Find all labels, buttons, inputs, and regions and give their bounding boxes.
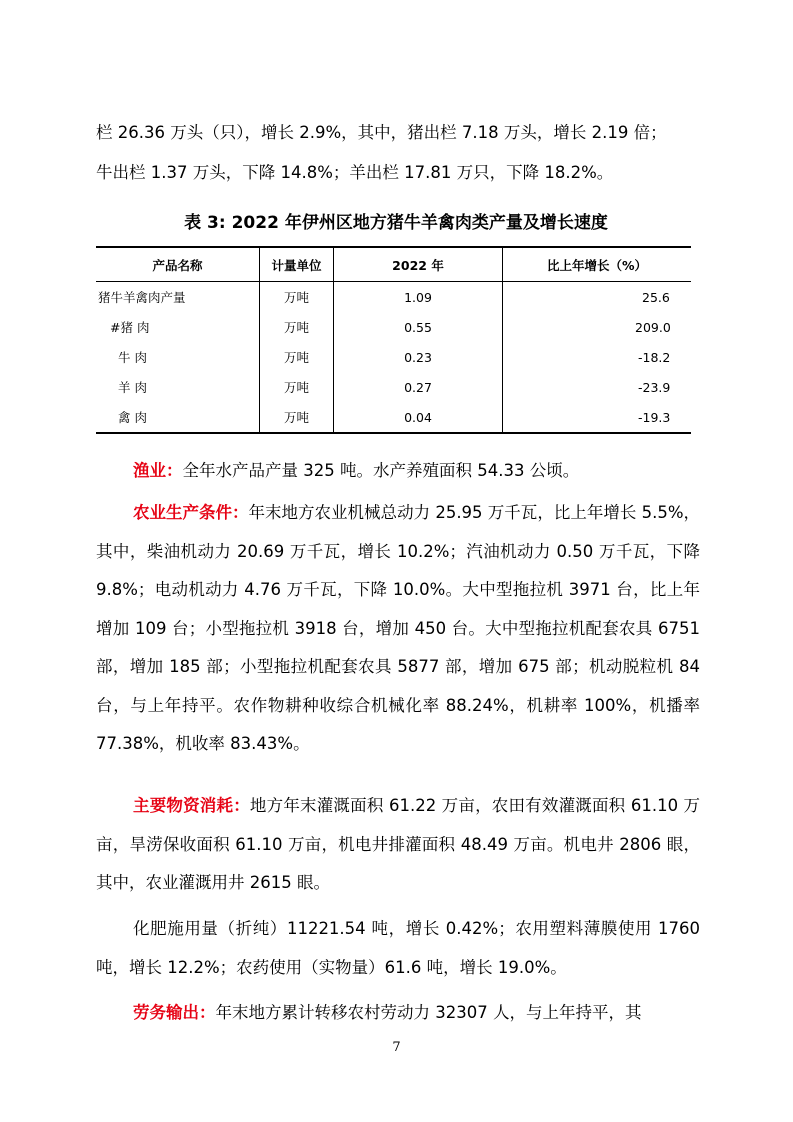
table-row xyxy=(96,372,691,402)
row-name: 禽 肉 xyxy=(96,402,260,433)
row-name: 猪牛羊禽肉产量 xyxy=(98,290,186,305)
row-name: #猪 肉 xyxy=(110,320,150,335)
row-value: 0.27 xyxy=(334,372,503,402)
row-unit: 万吨 xyxy=(260,312,334,342)
row-name: 羊 肉 xyxy=(118,380,147,395)
row-growth: 209.0 xyxy=(503,312,692,342)
row-growth: -23.9 xyxy=(503,372,692,402)
conditions-paragraph xyxy=(96,494,700,764)
row-unit: 万吨 xyxy=(260,342,334,372)
row-value: 1.09 xyxy=(334,282,503,313)
intro-line-2: 牛出栏 1.37 万头，下降 14.8%；羊出栏 17.81 万只，下降 18.2%。 xyxy=(96,163,614,182)
row-unit: 万吨 xyxy=(260,402,334,433)
header-growth: 比上年增长（%） xyxy=(503,247,692,282)
row-value: 0.55 xyxy=(334,312,503,342)
meat-production-table xyxy=(96,246,691,434)
row-growth: -19.3 xyxy=(503,402,692,433)
table-title: 表 3: 2022 年伊州区地方猪牛羊禽肉类产量及增长速度 xyxy=(184,213,608,233)
labor-text: 年末地方累计转移农村劳动力 32307 人，与上年持平，其 xyxy=(215,1003,642,1022)
table-row xyxy=(96,312,691,342)
table-header-row xyxy=(96,247,691,282)
page-number: 7 xyxy=(392,1040,401,1055)
labor-paragraph xyxy=(96,994,700,1033)
row-growth: -18.2 xyxy=(503,342,692,372)
conditions-text: 年末地方农业机械总动力 25.95 万千瓦，比上年增长 5.5%，其中，柴油机动力 20.69 万千瓦，增长 10.2%；汽油机动力 0.50 万千瓦，下降 9.8%；电动机动力 4.76 万千瓦，下降 10.0%。大中型拖拉机 3971 台，比上年增加 109 台；小型拖拉机 3918 台，增加 450 台。大中型拖拉机配套农具 6751 部，增加 185 部；小型拖拉机配套农具 5877 部，增加 675 部；机动脱粒机 84 台，与上年持平。农作物耕种收综合机械化率 88.24%，机耕率 100%，机播率 77.38%，机收率 83.43%。 xyxy=(96,503,701,753)
intro-line-1: 栏 26.36 万头（只），增长 2.9%，其中，猪出栏 7.18 万头，增长 2.19 倍； xyxy=(96,123,667,142)
row-unit: 万吨 xyxy=(260,372,334,402)
fishery-heading: 渔业： xyxy=(133,461,183,480)
row-value: 0.04 xyxy=(334,402,503,433)
row-growth: 25.6 xyxy=(503,282,692,313)
header-product-name: 产品名称 xyxy=(96,247,260,282)
materials-heading: 主要物资消耗： xyxy=(133,796,250,815)
fishery-paragraph xyxy=(96,452,700,491)
header-year: 2022 年 xyxy=(334,247,503,282)
materials-paragraph xyxy=(96,787,700,903)
header-unit: 计量单位 xyxy=(260,247,334,282)
fishery-text: 全年水产品产量 325 吨。水产养殖面积 54.33 公顷。 xyxy=(182,461,580,480)
table-row xyxy=(96,402,691,433)
fertilizer-paragraph: 化肥施用量（折纯）11221.54 吨，增长 0.42%；农用塑料薄膜使用 1760 吨，增长 12.2%；农药使用（实物量）61.6 吨，增长 19.0%。 xyxy=(96,919,700,977)
table-row xyxy=(96,342,691,372)
row-unit: 万吨 xyxy=(260,282,334,313)
labor-heading: 劳务输出： xyxy=(133,1003,216,1022)
row-value: 0.23 xyxy=(334,342,503,372)
row-name: 牛 肉 xyxy=(118,350,147,365)
conditions-heading: 农业生产条件： xyxy=(133,503,249,522)
table-row xyxy=(96,282,691,313)
materials-text: 地方年末灌溉面积 61.22 万亩，农田有效灌溉面积 61.10 万亩，旱涝保收面积 61.10 万亩，机电井排灌面积 48.49 万亩。机电井 2806 眼，其中，农业灌溉用井 2615 眼。 xyxy=(96,796,701,892)
